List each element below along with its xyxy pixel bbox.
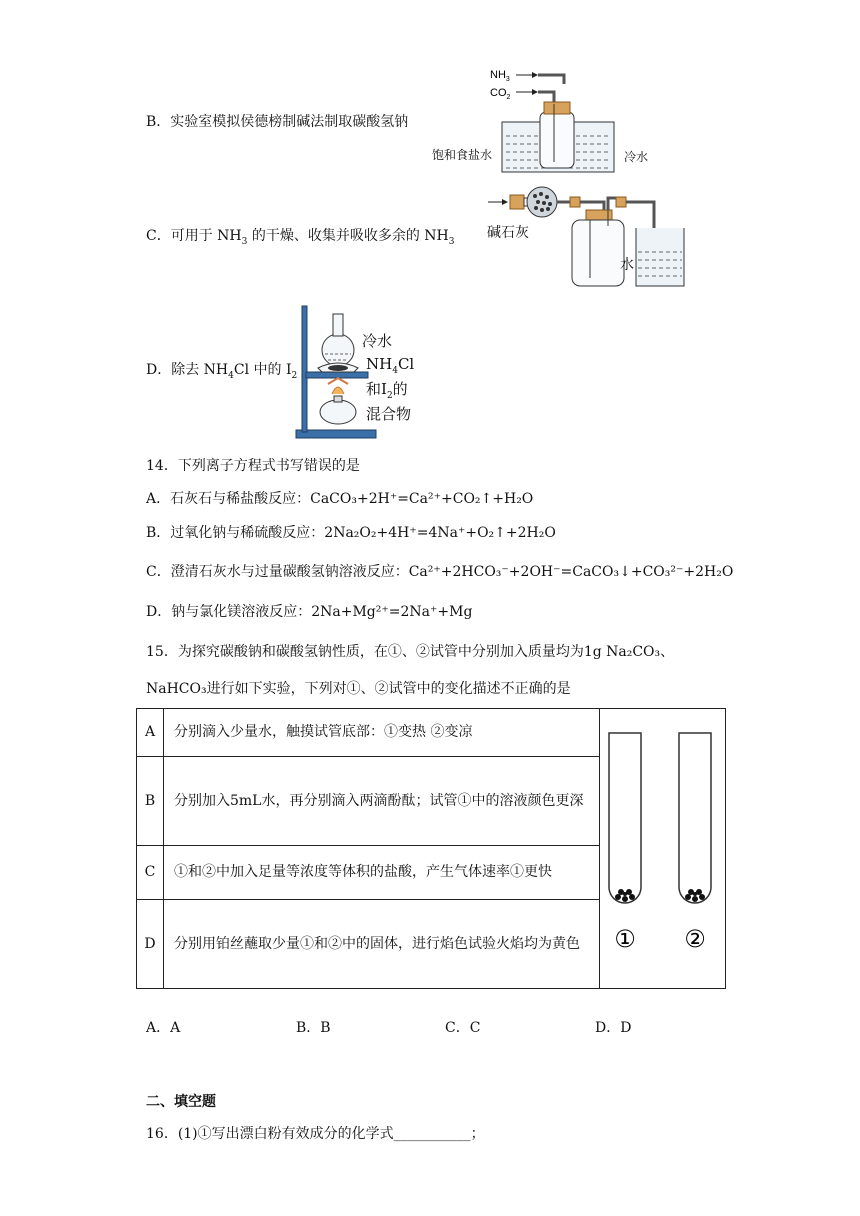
q16-part-1: 16．(1)①写出漂白粉有效成分的化学式___________；	[146, 1126, 485, 1142]
option-c	[146, 226, 454, 252]
tube-label-1: ①	[614, 925, 636, 953]
q15-stem-line-2: NaHCO₃进行如下实验，下列对①、②试管中的变化描述不正确的是	[146, 681, 571, 697]
q15-choice-c: C．C	[445, 1020, 481, 1036]
label-mixture	[366, 355, 414, 423]
option-d-label: D．	[146, 362, 172, 378]
row-text: 分别加入5mL水，再分别滴入两滴酚酞；试管①中的溶液颜色更深	[164, 756, 600, 845]
label-cold-water-b: 冷水	[624, 150, 649, 164]
q15-choice-a: A．A	[146, 1020, 181, 1036]
test-tube-1	[609, 733, 641, 903]
row-label: C	[137, 845, 164, 899]
label-water-c: 水	[620, 257, 634, 273]
row-label: B	[137, 756, 164, 845]
beaker	[636, 228, 684, 286]
test-tubes-figure	[600, 709, 726, 979]
flask-cold-water	[322, 334, 354, 366]
stopper	[544, 102, 570, 114]
option-c-text-2: 的干燥、收集并吸收多余的 NH	[247, 228, 449, 244]
flame	[332, 387, 344, 394]
row-label: D	[137, 899, 164, 988]
q15-stem-line-1: 15．为探究碳酸钠和碳酸氢钠性质，在①、②试管中分别加入质量均为1g Na₂CO₃、	[146, 644, 675, 660]
option-d-sub-2: 2	[291, 370, 298, 381]
tube-label-2: ②	[684, 925, 706, 953]
gas-co2-label: $CO_2$	[490, 87, 511, 101]
label-mixture-line-2: 和$I_2$的	[366, 380, 408, 401]
drying-tube-bulb	[527, 187, 557, 217]
q14-stem: 14．下列离子方程式书写错误的是	[146, 458, 360, 474]
row-text: 分别用铂丝蘸取少量①和②中的固体，进行焰色试验火焰均为黄色	[164, 899, 600, 988]
option-c-sub-1: 3	[241, 236, 248, 247]
q14-option-b: B．过氧化钠与稀硫酸反应：2Na₂O₂+4H⁺=4Na⁺+O₂↑+2H₂O	[146, 525, 556, 541]
section-title: 二、填空题	[146, 1094, 216, 1110]
option-c-label: C．	[146, 228, 171, 244]
q15-table	[136, 708, 726, 989]
option-b	[146, 112, 408, 132]
label-mixture-line-1: $NH_4Cl$	[366, 355, 415, 376]
label-cold-water-d: 冷水	[362, 332, 393, 350]
q14-option-d: D．钠与氯化镁溶液反应：2Na+Mg²⁺=2Na⁺+Mg	[146, 604, 473, 620]
label-soda-lime: 碱石灰	[487, 225, 529, 241]
q15-choice-b: B．B	[296, 1020, 331, 1036]
row-text: 分别滴入少量水，触摸试管底部：①变热 ②变凉	[164, 709, 600, 757]
option-c-text-1: 可用于 NH	[170, 228, 242, 244]
option-d-text-2: Cl 中的 I	[233, 362, 292, 378]
q14-option-a: A．石灰石与稀盐酸反应：CaCO₃+2H⁺=Ca²⁺+CO₂↑+H₂O	[146, 491, 534, 507]
option-d-text-1: 除去 NH	[171, 362, 229, 378]
label-saturated-brine: 饱和食盐水	[432, 148, 493, 162]
label-mixture-line-3: 混合物	[366, 405, 412, 423]
q14-option-c: C．澄清石灰水与过量碳酸氢钠溶液反应：Ca²⁺+2HCO₃⁻+2OH⁻=CaCO₃↓+CO₃²⁻+2H₂O	[146, 564, 734, 580]
test-tube-2	[679, 733, 711, 903]
option-d-sub-1: 4	[228, 370, 234, 381]
gas-nh3-label: $NH_3$	[490, 69, 510, 83]
gas-bottle	[540, 112, 574, 168]
option-b-text: 实验室模拟侯德榜制碱法制取碳酸氢钠	[170, 114, 409, 130]
iron-stand-rod	[302, 306, 307, 432]
alcohol-lamp	[320, 400, 356, 424]
iron-stand-base	[296, 430, 376, 438]
row-label: A	[137, 709, 164, 757]
table-row	[137, 709, 726, 757]
option-b-label: B．	[146, 114, 171, 130]
support-ring	[306, 372, 368, 378]
option-d	[146, 360, 297, 386]
drying-tube-stopper	[510, 195, 524, 209]
row-text: ①和②中加入足量等浓度等体积的盐酸，产生气体速率①更快	[164, 845, 600, 899]
option-c-sub-2: 3	[448, 236, 455, 247]
q15-choice-d: D．D	[595, 1020, 632, 1036]
test-tubes-cell	[600, 709, 726, 989]
collection-bottle	[572, 220, 624, 286]
